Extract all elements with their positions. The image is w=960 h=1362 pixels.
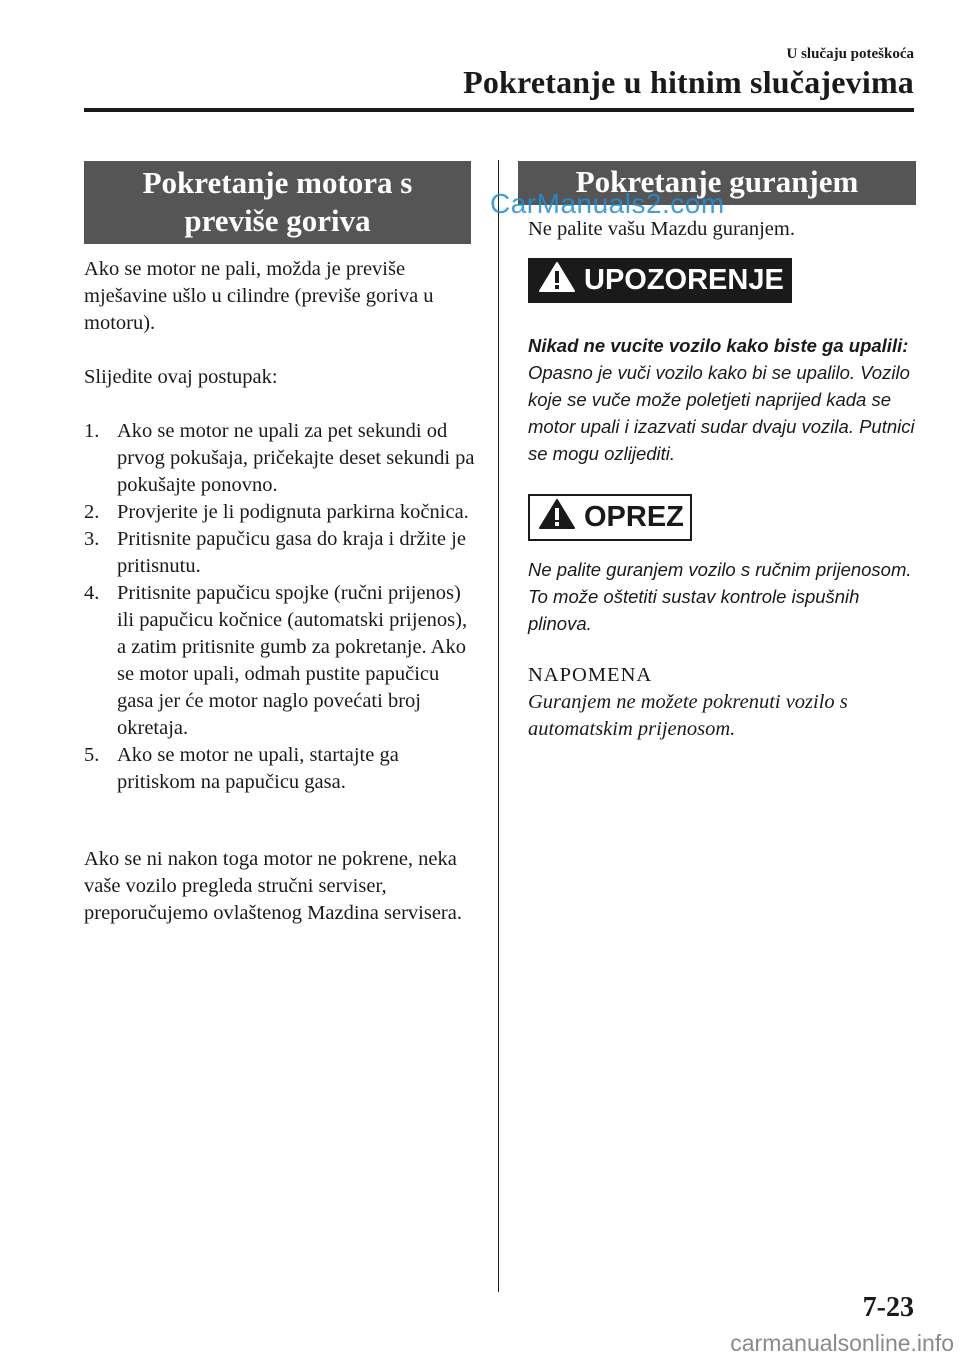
warning-body: Opasno je vuči vozilo kako bi se upalilo. Vozilo koje se vuče može poletjeti naprijed kada se motor upali i izazvati sudar dvaju vozila. Putnici se mogu ozlijediti. [528,362,915,464]
page-number: 7-23 [862,1292,914,1323]
section-heading-line-2: previše goriva [184,203,371,238]
step-text: Provjerite je li podignuta parkirna kočnica. [117,501,469,523]
step-number: 2. [84,501,100,523]
step-text: Ako se motor ne upali, startajte ga pritiskom na papučicu gasa. [117,744,399,793]
warning-label: UPOZORENJE [584,264,784,296]
flooded-intro-paragraph: Ako se motor ne pali, možda je previše mješavine ušlo u cilindre (previše goriva u motoru). [84,258,434,334]
list-item [84,526,479,580]
list-item [84,580,479,742]
left-closing [84,846,479,927]
caution-body: Ne palite guranjem vozilo s ručnim prijenosom. To može oštetiti sustav kontrole ispušnih plinova. [528,559,912,634]
caution-triangle-icon [538,498,576,538]
step-number: 1. [84,420,100,442]
step-number: 4. [84,582,100,604]
warning-triangle-icon [538,261,576,301]
procedure-label [84,364,479,391]
chapter-title: Pokretanje u hitnim slučajevima [463,64,914,100]
warning-badge [528,258,792,303]
list-item [84,742,479,796]
section-heading-line-1: Pokretanje motora s [142,165,413,200]
caution-label: OPREZ [584,501,684,533]
caution-badge [528,494,692,541]
note-title: NAPOMENA [528,664,653,686]
left-intro [84,256,479,337]
section-heading-push-start: Pokretanje guranjem [518,161,916,205]
watermark-footer: carmanualsonline.info [730,1330,954,1356]
step-number: 3. [84,528,100,550]
step-text: Ako se motor ne upali za pet sekundi od prvog pokušaja, pričekajte deset sekundi pa pokušajte ponovno. [117,420,475,496]
note-body: Guranjem ne možete pokrenuti vozilo s automatskim prijenosom. [528,691,848,740]
step-text: Pritisnite papučicu gasa do kraja i držite je pritisnutu. [117,528,466,577]
warning-content [528,332,924,467]
section-heading-flooded-engine [84,161,471,244]
warning-bold-line: Nikad ne vucite vozilo kako biste ga upalili: [528,335,909,356]
right-intro [528,216,924,243]
list-item [84,499,479,526]
watermark-top: CarManuals2.com [490,188,725,219]
procedure-label-text: Slijedite ovaj postupak: [84,366,278,388]
chapter-subtitle: U slučaju poteškoća [786,46,914,62]
procedure-steps [84,418,479,796]
caution-content [528,556,924,637]
closing-paragraph: Ako se ni nakon toga motor ne pokrene, neka vaše vozilo pregleda stručni serviser, preporučujemo ovlaštenog Mazdina servisera. [84,848,462,924]
push-start-intro: Ne palite vašu Mazdu guranjem. [528,218,795,240]
step-number: 5. [84,744,100,766]
step-text: Pritisnite papučicu spojke (ručni prijenos) ili papučicu kočnice (automatski prijenos), a zatim pritisnite gumb za pokretanje. Ako se motor upali, odmah pustite papučicu gasa jer će motor naglo povećati broj okretaja. [117,582,468,739]
note-block [528,662,924,743]
list-item [84,418,479,499]
steps-list [84,418,479,796]
column-divider [498,160,499,1292]
header-rule [84,108,914,112]
